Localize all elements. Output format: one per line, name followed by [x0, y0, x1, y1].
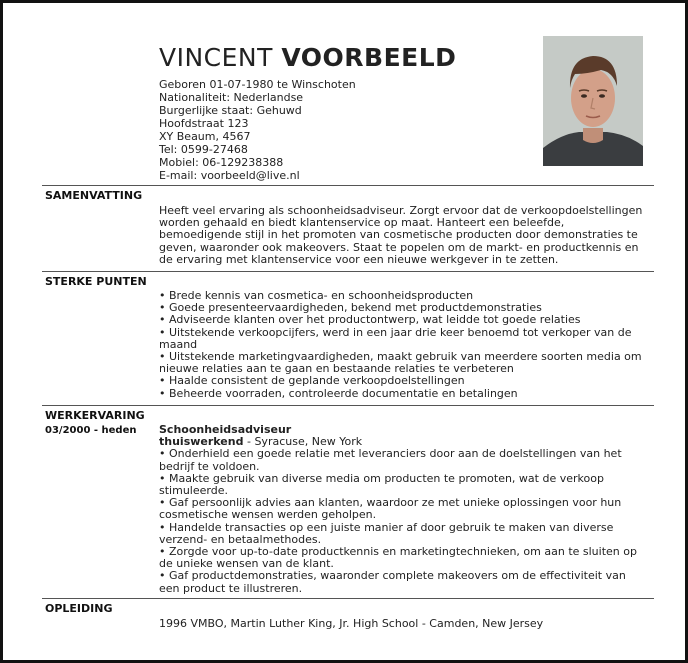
- list-item: • Haalde consistent de geplande verkoopdoelstellingen: [159, 375, 649, 387]
- education-section: [159, 618, 649, 630]
- portrait-image: [543, 36, 643, 166]
- company-name: thuiswerkend: [159, 435, 244, 449]
- marital-status-line: Burgerlijke staat: Gehuwd: [159, 104, 302, 117]
- candidate-name: [159, 43, 456, 72]
- nationality-line: Nationaliteit: Nederlandse: [159, 91, 304, 104]
- education-heading: OPLEIDING: [45, 602, 113, 615]
- experience-list: [159, 448, 649, 594]
- education-divider: [42, 598, 654, 599]
- phone-line: Tel: 0599-27468: [159, 143, 248, 156]
- company-location: - Syracuse, New York: [243, 435, 363, 449]
- summary-text: Heeft veel ervaring als schoonheidsadviseur. Zorgt ervoor dat de verkoopdoelstellingen worden gehaald en biedt klantenservice op maat. Hanteert een beleefde, bemoedigende stijl in het promoten van cosmetische producten door demonstraties te geven, waaronder ook makeovers. Staat te popelen om de markt- en productkennis en de ervaring met klantenservice voor een nieuwe werkgever in te zetten.: [159, 204, 643, 266]
- list-item: • Brede kennis van cosmetica- en schoonheidsproducten: [159, 290, 649, 302]
- email-line: E-mail: voorbeeld@live.nl: [159, 169, 300, 182]
- city-line: XY Beaum, 4567: [159, 130, 251, 143]
- summary-section: [159, 205, 649, 266]
- education-text: 1996 VMBO, Martin Luther King, Jr. High School - Camden, New Jersey: [159, 617, 544, 630]
- last-name: VOORBEELD: [281, 43, 457, 72]
- strengths-divider: [42, 271, 654, 272]
- summary-heading: SAMENVATTING: [45, 189, 143, 202]
- list-item: • Uitstekende marketingvaardigheden, maakt gebruik van meerdere soorten media om nieuwe relaties aan te gaan en bestaande relaties te verbeteren: [159, 351, 649, 375]
- list-item: • Gaf productdemonstraties, waaronder complete makeovers om de effectiviteit van een product te illustreren.: [159, 570, 649, 594]
- list-item: • Zorgde voor up-to-date productkennis en marketingtechnieken, om aan te sluiten op de unieke wensen van de klant.: [159, 546, 649, 570]
- summary-divider: [42, 185, 654, 186]
- contact-details: [159, 78, 356, 182]
- job-title: Schoonheidsadviseur: [159, 423, 292, 436]
- strengths-section: [159, 290, 649, 400]
- list-item: • Adviseerde klanten over het productontwerp, wat leidde tot goede relaties: [159, 314, 649, 326]
- experience-divider: [42, 405, 654, 406]
- mobile-line: Mobiel: 06-129238388: [159, 156, 284, 169]
- street-line: Hoofdstraat 123: [159, 117, 249, 130]
- experience-section: [159, 424, 649, 595]
- profile-photo: [543, 36, 643, 166]
- list-item: • Gaf persoonlijk advies aan klanten, waardoor ze met unieke oplossingen voor hun cosmetische wensen werden geholpen.: [159, 497, 649, 521]
- experience-heading: WERKERVARING: [45, 409, 145, 422]
- birth-line: Geboren 01-07-1980 te Winschoten: [159, 78, 356, 91]
- first-name: VINCENT: [159, 43, 273, 72]
- experience-period: 03/2000 - heden: [45, 425, 137, 436]
- strengths-heading: STERKE PUNTEN: [45, 275, 147, 288]
- list-item: • Uitstekende verkoopcijfers, werd in een jaar drie keer benoemd tot verkoper van de maand: [159, 327, 649, 351]
- list-item: • Handelde transacties op een juiste manier af door gebruik te maken van diverse verzend- en betaalmethodes.: [159, 522, 649, 546]
- list-item: • Maakte gebruik van diverse media om producten te promoten, wat de verkoop stimuleerde.: [159, 473, 649, 497]
- list-item: • Beheerde voorraden, controleerde documentatie en betalingen: [159, 388, 649, 400]
- strengths-list: [159, 290, 649, 400]
- list-item: • Goede presenteervaardigheden, bekend met productdemonstraties: [159, 302, 649, 314]
- list-item: • Onderhield een goede relatie met leveranciers door aan de doelstellingen van het bedrijf te voldoen.: [159, 448, 649, 472]
